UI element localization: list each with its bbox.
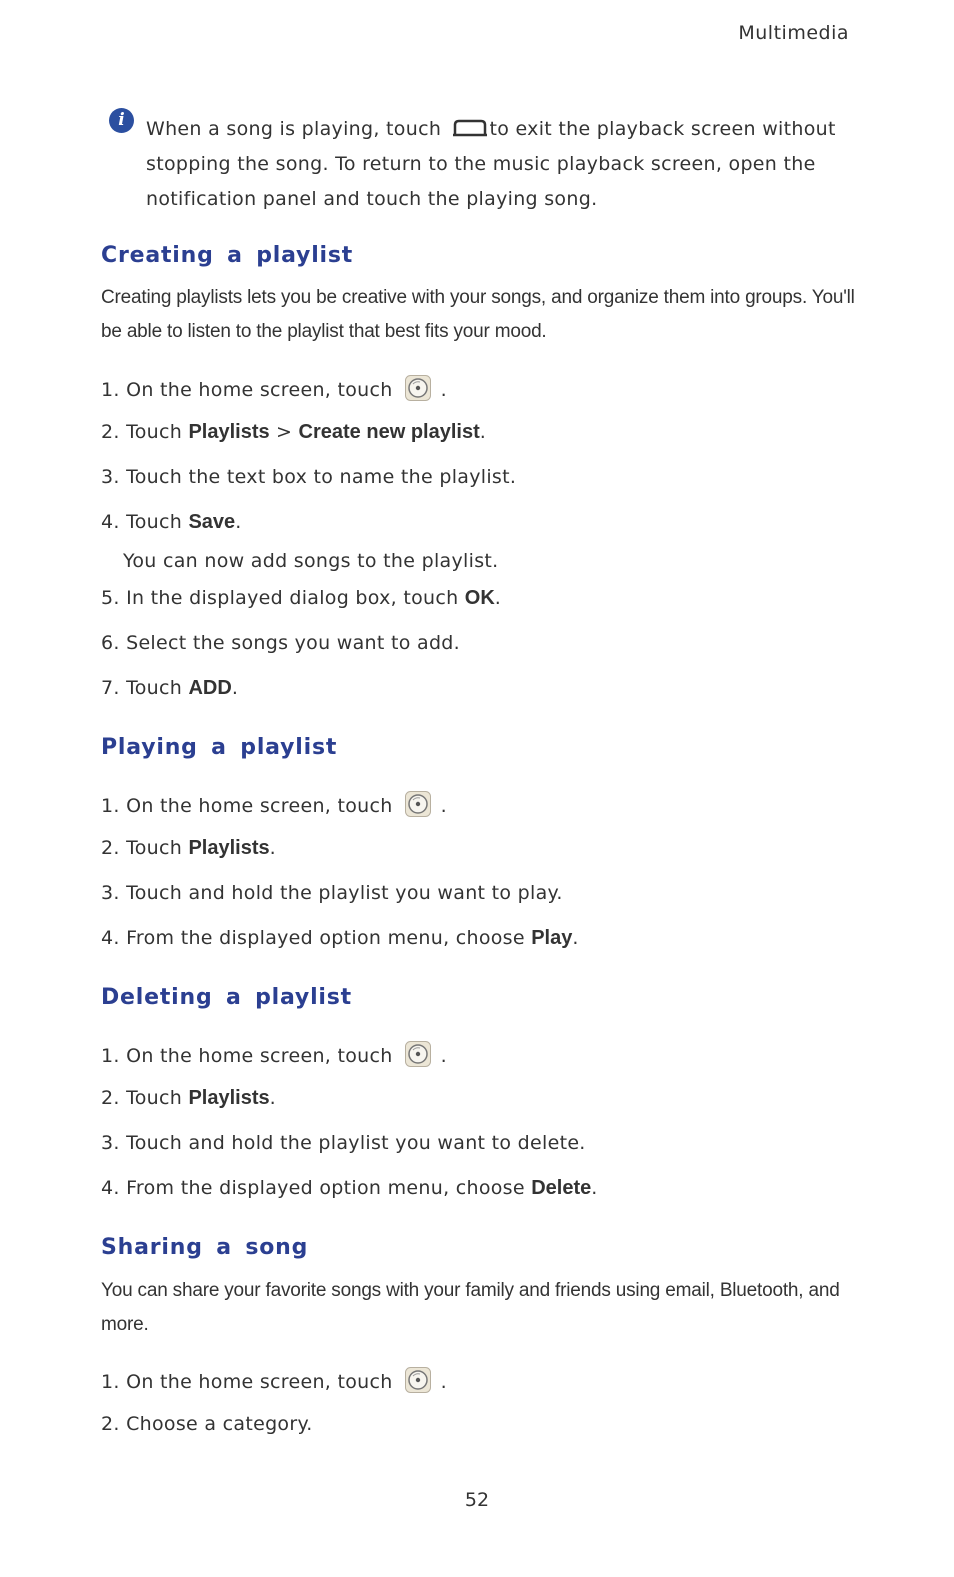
creating-step-6: 6. Select the songs you want to add. — [101, 632, 460, 654]
ok-label: OK — [464, 587, 495, 609]
info-icon: i — [109, 108, 134, 133]
save-label: Save — [188, 511, 236, 533]
creating-step-4-note: You can now add songs to the playlist. — [123, 550, 499, 572]
playing-step-3: 3. Touch and hold the playlist you want to play. — [101, 882, 563, 904]
sharing-step-2: 2. Choose a category. — [101, 1413, 313, 1435]
heading-creating-playlist: Creating a playlist — [101, 243, 354, 268]
playing-step-4: 4. From the displayed option menu, choose Play. — [101, 927, 579, 949]
music-app-icon — [405, 1367, 431, 1393]
heading-deleting-playlist: Deleting a playlist — [101, 985, 352, 1010]
music-app-icon — [405, 1041, 431, 1067]
playlists-label: Playlists — [188, 1087, 270, 1109]
note-text-after: to exit the playback screen without stopping the song. To return to the music playback screen, open the notification panel and touch the playing song. — [146, 118, 836, 210]
deleting-step-2: 2. Touch Playlists. — [101, 1087, 276, 1109]
creating-step-4: 4. Touch Save. — [101, 511, 242, 533]
playing-step-1: 1. On the home screen, touch . — [101, 791, 447, 818]
music-app-icon — [405, 375, 431, 401]
note-text — [146, 112, 836, 217]
home-icon — [452, 119, 488, 137]
heading-playing-playlist: Playing a playlist — [101, 735, 338, 760]
page-number: 52 — [464, 1489, 490, 1511]
creating-step-2: 2. Touch Playlists > Create new playlist. — [101, 421, 487, 443]
deleting-step-1: 1. On the home screen, touch . — [101, 1041, 447, 1068]
playing-step-2: 2. Touch Playlists. — [101, 837, 276, 859]
heading-sharing-song: Sharing a song — [101, 1235, 309, 1260]
sharing-step-1: 1. On the home screen, touch . — [101, 1367, 447, 1394]
add-label: ADD — [188, 677, 232, 699]
create-new-playlist-label: Create new playlist — [298, 421, 480, 443]
music-app-icon — [405, 791, 431, 817]
playlists-label: Playlists — [188, 837, 270, 859]
creating-step-7: 7. Touch ADD. — [101, 677, 239, 699]
deleting-step-4: 4. From the displayed option menu, choose Delete. — [101, 1177, 598, 1199]
creating-step-1: 1. On the home screen, touch . — [101, 375, 447, 402]
sharing-intro: You can share your favorite songs with your family and friends using email, Bluetooth, and more. — [101, 1280, 840, 1335]
delete-label: Delete — [531, 1177, 592, 1199]
playlists-label: Playlists — [188, 421, 270, 443]
note-text-before: When a song is playing, touch — [146, 118, 442, 140]
creating-step-5: 5. In the displayed dialog box, touch OK. — [101, 587, 502, 609]
creating-step-3: 3. Touch the text box to name the playlist. — [101, 466, 517, 488]
play-label: Play — [531, 927, 573, 949]
creating-intro: Creating playlists lets you be creative with your songs, and organize them into groups. You'll be able to listen to the playlist that best fits your mood. — [101, 287, 855, 342]
deleting-step-3: 3. Touch and hold the playlist you want to delete. — [101, 1132, 586, 1154]
section-header: Multimedia — [738, 22, 849, 44]
